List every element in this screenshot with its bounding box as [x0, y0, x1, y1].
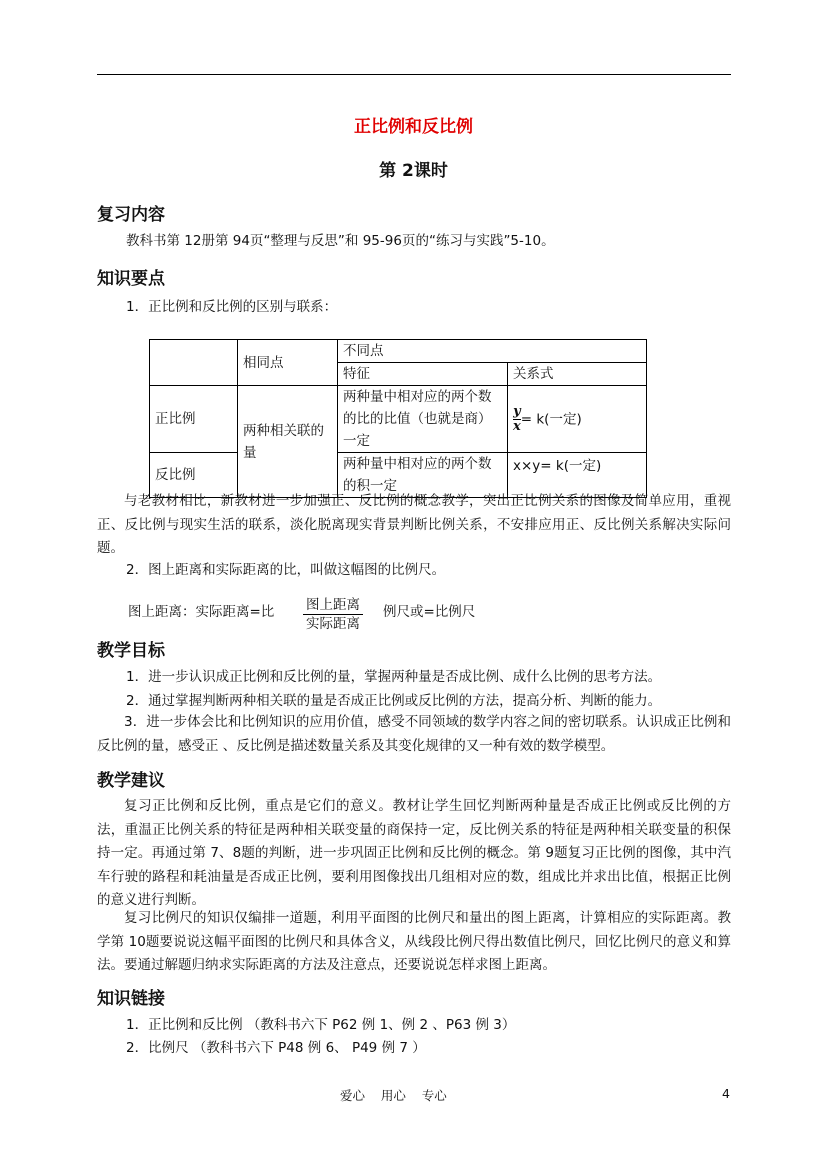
review-heading: 复习内容 [97, 205, 165, 225]
feature-line: 两种量中相对应的两个数 [343, 389, 492, 405]
table-header-same: 相同点 [238, 340, 338, 386]
header-rule [97, 74, 731, 75]
lesson-subtitle: 第 2课时 [379, 161, 448, 181]
scale-fraction-numerator: 图上距离 [306, 597, 360, 613]
scale-fraction-denominator: 实际距离 [303, 614, 363, 633]
y-over-x-fraction [513, 405, 521, 434]
table-header-relation: 关系式 [508, 363, 647, 386]
links-heading: 知识链接 [97, 989, 165, 1009]
relation-rest: = k(一定) [520, 411, 582, 427]
table-row-direct-relation [508, 386, 647, 453]
scale-formula-left: 图上距离：实际距离=比 [128, 604, 275, 620]
table-same-line-1: 两种相关联的 [243, 422, 324, 439]
feature-line: 的积一定 [343, 478, 397, 494]
feature-line: 一定 [343, 433, 370, 449]
link-item-2: 2．比例尺 （教科书六下 P48 例 6、 P49 例 7 ） [126, 1040, 426, 1056]
advice-paragraph-1: 复习正比例和反比例，重点是它们的意义。教材让学生回忆判断两种量是否成正比例或反比例的方法，重温正比例关系的特征是两种相关联变量的商保持一定，反比例关系的特征是两种相关联变量的积保持一定。再通过第 7、8题的判断，进一步巩固正比例和反比例的概念。第 9题复习正比例的图像，其中汽车行驶的路程和耗油量是否成正比例，要利用图像找出几组相对应的数，组成比并求出比值，根据正比例的意义进行判断。 [97, 798, 731, 908]
fraction-numerator: y [513, 403, 521, 419]
table-row-inverse-relation: x×y= k(一定) [508, 453, 647, 498]
scale-formula-right: 例尺或=比例尺 [383, 604, 476, 620]
table-row-inverse-name: 反比例 [150, 453, 238, 498]
table-empty-corner [150, 340, 238, 386]
knowledge-item-1: 1．正比例和反比例的区别与联系： [126, 299, 338, 315]
goal-item-2: 2．通过掌握判断两种相关联的量是否成正比例或反比例的方法，提高分析、判断的能力。 [126, 693, 662, 709]
advice-heading: 教学建议 [97, 771, 165, 791]
table-row-direct-feature [338, 386, 508, 453]
table-header-diff: 不同点 [338, 340, 647, 363]
knowledge-item-2: 2．图上距离和实际距离的比，叫做这幅图的比例尺。 [126, 562, 446, 578]
page-number: 4 [722, 1086, 730, 1101]
table-header-feature: 特征 [338, 363, 508, 386]
knowledge-heading: 知识要点 [97, 269, 165, 289]
footer-motto: 爱心 用心 专心 [340, 1088, 447, 1103]
page-title: 正比例和反比例 [354, 117, 473, 137]
goals-heading: 教学目标 [97, 641, 165, 661]
feature-line: 两种量中相对应的两个数 [343, 456, 492, 472]
advice-paragraph-2: 复习比例尺的知识仅编排一道题，利用平面图的比例尺和量出的图上距离，计算相应的实际距离。教学第 10题要说说这幅平面图的比例尺和具体含义，从线段比例尺得出数值比例尺，回忆比例尺的意义和算法。要通过解题归纳求实际距离的方法及注意点，还要说说怎样求图上距离。 [97, 910, 731, 973]
table-row-direct-name: 正比例 [150, 386, 238, 453]
table-same-cell [238, 386, 338, 498]
scale-formula-fraction [303, 596, 363, 633]
knowledge-paragraph: 与老教材相比，新教材进一步加强正、反比例的概念教学，突出正比例关系的图像及简单应用，重视正、反比例与现实生活的联系，淡化脱离现实背景判断比例关系，不安排应用正、反比例关系解决实际问题。 [97, 493, 731, 556]
goal-item-3: 3．进一步体会比和比例知识的应用价值，感受不同领域的数学内容之间的密切联系。认识成正比例和反比例的量，感受正 、反比例是描述数量关系及其变化规律的又一种有效的数学模型。 [97, 714, 731, 754]
table-same-line-2: 量 [243, 444, 257, 461]
review-text: 教科书第 12册第 94页“整理与反思”和 95-96页的“练习与实践”5-10。 [126, 233, 555, 249]
goal-item-1: 1．进一步认识成正比例和反比例的量，掌握两种量是否成比例、成什么比例的思考方法。 [126, 669, 662, 685]
feature-line: 的比的比值（也就是商） [343, 411, 492, 427]
comparison-table [149, 339, 647, 498]
fraction-denominator: x [513, 418, 521, 434]
link-item-1: 1．正比例和反比例 （教科书六下 P62 例 1、例 2 、P63 例 3） [126, 1017, 516, 1033]
